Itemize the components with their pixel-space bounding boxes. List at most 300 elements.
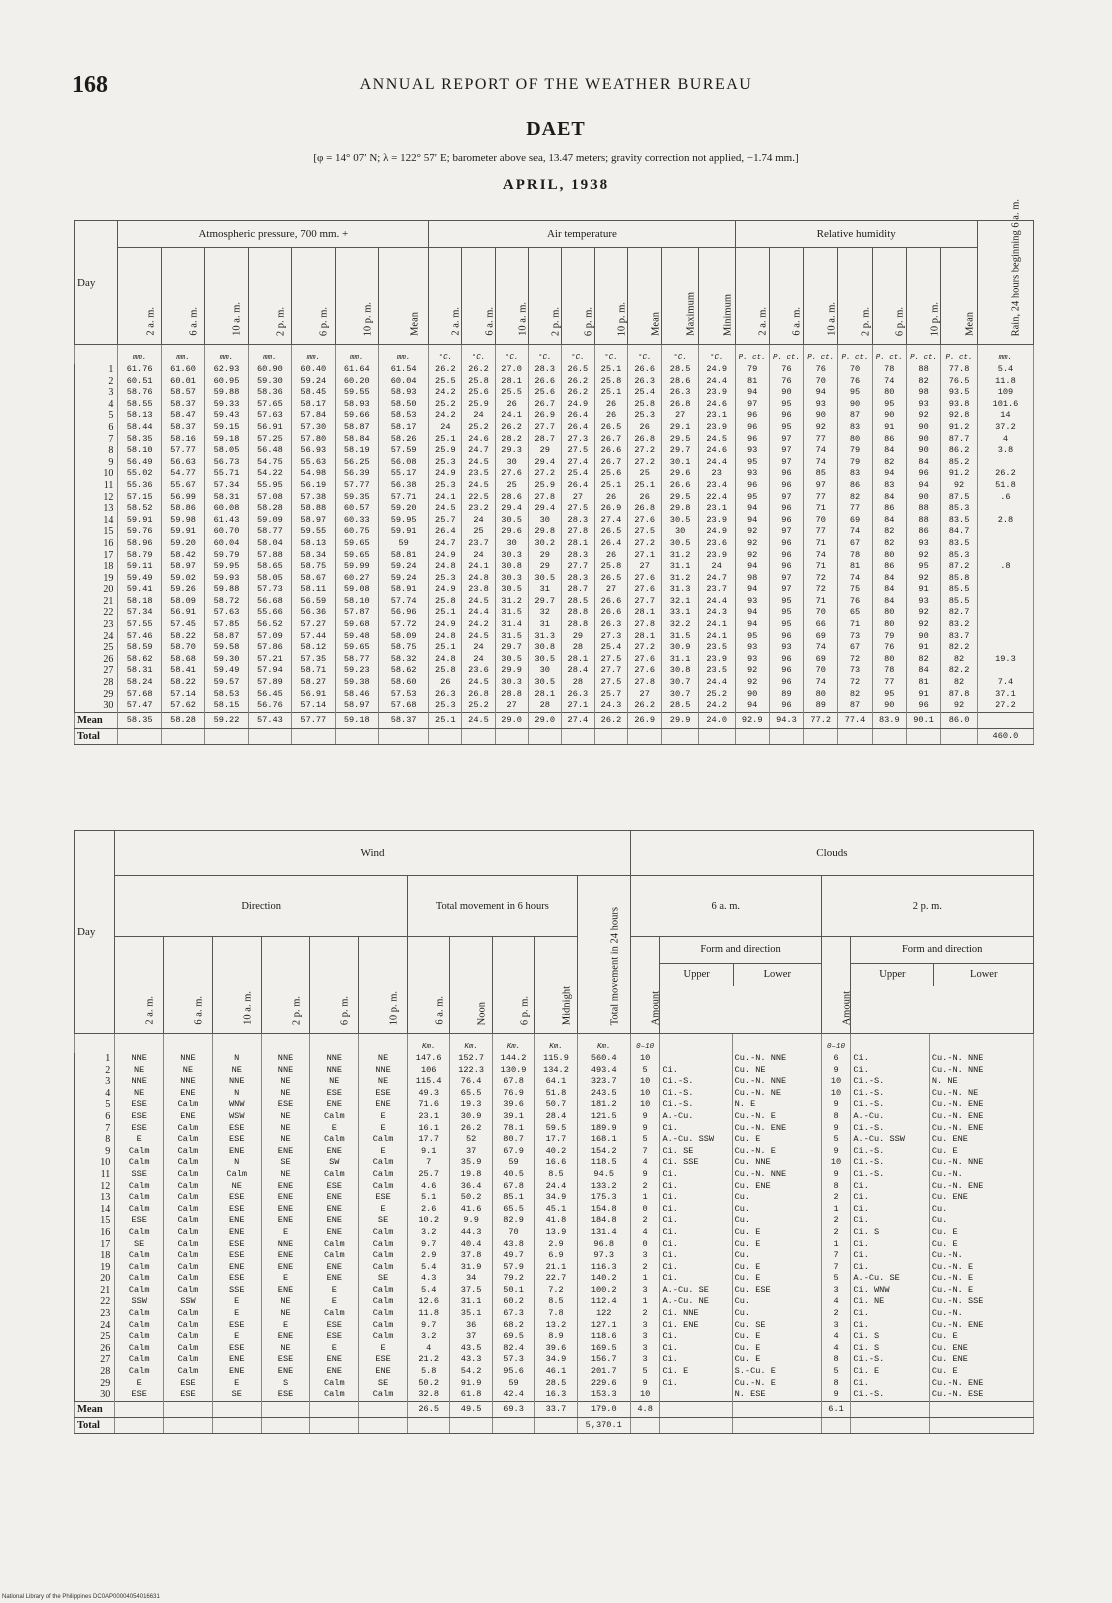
table-cell: 91 <box>906 642 940 654</box>
table-cell: 23.1 <box>698 503 735 515</box>
table-cell: Cu. E <box>732 1262 821 1274</box>
table-cell: ESE <box>115 1111 164 1123</box>
table-cell: Cu. ENE <box>929 1354 1033 1366</box>
direction-hour-header: 6 p. m. <box>310 937 359 1034</box>
table-cell: Cu.-N. E <box>732 1378 821 1390</box>
table-row <box>75 1099 1034 1111</box>
table-cell: 59.26 <box>161 584 204 596</box>
table-cell: 5 <box>630 1134 660 1146</box>
table-cell: 83.5 <box>941 538 978 550</box>
table-cell: 59.08 <box>335 584 378 596</box>
table-cell: 25.4 <box>594 642 627 654</box>
table-cell: 7 <box>821 1250 851 1262</box>
table-cell: 5.4 <box>407 1262 449 1274</box>
day-number: 30 <box>75 700 118 712</box>
table-cell: 69 <box>804 631 838 643</box>
table-cell: 29.8 <box>662 503 699 515</box>
unit-cell <box>660 1034 732 1054</box>
table-cell: 24.3 <box>698 607 735 619</box>
clouds-group-header: Clouds <box>630 831 1033 876</box>
table-cell: 39.6 <box>492 1099 534 1111</box>
table-cell: 96 <box>769 700 803 712</box>
table-cell: 26.6 <box>662 480 699 492</box>
table-cell: 70 <box>804 607 838 619</box>
table-cell: 30.7 <box>662 689 699 701</box>
table-cell: 27.5 <box>561 445 594 457</box>
table-cell: 29 <box>528 445 561 457</box>
table-cell: ESE <box>115 1389 164 1401</box>
table-cell: 10 <box>630 1076 660 1088</box>
table-cell: 37.5 <box>450 1285 492 1297</box>
pressure-group-header: Atmospheric pressure, 700 mm. + <box>118 221 429 248</box>
table-cell: E <box>359 1123 408 1135</box>
table-cell: ESE <box>261 1354 310 1366</box>
table-cell: ESE <box>212 1192 261 1204</box>
table-cell: 25.2 <box>429 399 462 411</box>
table-cell: Cu.-N. ENE <box>929 1181 1033 1193</box>
table-cell: 95 <box>735 457 769 469</box>
station-title: DAET <box>526 118 586 140</box>
mean-empty-cell <box>359 1401 408 1417</box>
table-cell: 24.5 <box>462 596 495 608</box>
table-cell: 82.7 <box>941 607 978 619</box>
table-cell: ESE <box>212 1123 261 1135</box>
total-empty-cell <box>378 728 428 744</box>
table-cell: Ci. <box>660 1250 732 1262</box>
table-cell: 42.4 <box>492 1389 534 1401</box>
table-cell: 59.20 <box>378 503 428 515</box>
mean-cell: 24.0 <box>698 712 735 728</box>
table-cell: Calm <box>359 1157 408 1169</box>
clouds-6am-form-label: Form and direction <box>660 937 820 964</box>
table-cell: 25.2 <box>462 700 495 712</box>
table-cell: 86 <box>872 434 906 446</box>
table-cell: NE <box>261 1169 310 1181</box>
total-empty-cell <box>594 728 627 744</box>
mean-cell: 6.1 <box>821 1401 851 1417</box>
table-cell: ESE <box>310 1088 359 1100</box>
table-cell: ENE <box>359 1099 408 1111</box>
table-cell: 72 <box>804 573 838 585</box>
table-cell: 57.77 <box>335 480 378 492</box>
table-cell: 86 <box>872 561 906 573</box>
table-cell: 95 <box>769 619 803 631</box>
table-cell: 37.2 <box>977 422 1033 434</box>
unit-cell <box>261 1034 310 1054</box>
table-cell: 84.7 <box>941 526 978 538</box>
mean-cell: 59.22 <box>205 712 248 728</box>
table-cell: 9 <box>630 1111 660 1123</box>
table-cell: NNE <box>261 1053 310 1065</box>
table-row <box>75 631 1034 643</box>
table-cell: 93 <box>906 538 940 550</box>
unit-cell: mm. <box>205 345 248 365</box>
table-cell: 91 <box>906 584 940 596</box>
table-cell: 94 <box>735 503 769 515</box>
table-cell: NE <box>261 1088 310 1100</box>
table-cell: 61.8 <box>450 1389 492 1401</box>
table-cell: 27.3 <box>561 434 594 446</box>
table-cell: Ci. <box>660 1065 732 1077</box>
table-cell: 323.7 <box>577 1076 630 1088</box>
table-row <box>75 1273 1034 1285</box>
table-cell: NE <box>261 1308 310 1320</box>
table-cell: 27.3 <box>594 631 627 643</box>
table-cell: 54.98 <box>292 468 335 480</box>
table-cell: 28.1 <box>561 654 594 666</box>
table-cell: 84 <box>872 573 906 585</box>
table-cell: 88 <box>906 364 940 376</box>
table-cell: 57.35 <box>292 654 335 666</box>
table-cell: 43.5 <box>450 1343 492 1355</box>
table-cell: 97 <box>769 573 803 585</box>
table-cell: ENE <box>261 1250 310 1262</box>
mean-row <box>75 712 1034 728</box>
table-cell: 24.4 <box>462 607 495 619</box>
table-cell: 94 <box>906 480 940 492</box>
table-cell: 41.8 <box>535 1215 577 1227</box>
table-cell: 58.17 <box>292 399 335 411</box>
table-cell: 60.70 <box>205 526 248 538</box>
table-cell: NE <box>115 1088 164 1100</box>
table-cell: Cu.-N. NNE <box>929 1065 1033 1077</box>
table-cell: 74 <box>804 677 838 689</box>
table-cell: N <box>212 1053 261 1065</box>
day-number: 24 <box>75 1320 115 1332</box>
table-cell: 27.2 <box>628 457 662 469</box>
table-cell: 24.1 <box>698 631 735 643</box>
table-cell: 24.1 <box>495 410 528 422</box>
table-cell: 58.27 <box>292 677 335 689</box>
table-cell: 25.8 <box>429 596 462 608</box>
table-cell: 29.4 <box>495 503 528 515</box>
mean-cell: 92.9 <box>735 712 769 728</box>
table-cell: 25.2 <box>462 422 495 434</box>
day-header-lower: Day <box>75 831 115 1034</box>
table-cell: E <box>310 1285 359 1297</box>
table-cell: 5 <box>630 1366 660 1378</box>
table-cell: Calm <box>310 1378 359 1390</box>
table-cell: 82 <box>906 654 940 666</box>
table-row <box>75 410 1034 422</box>
table-cell: 91 <box>872 422 906 434</box>
table-cell: 80 <box>872 654 906 666</box>
table-cell: ENE <box>261 1181 310 1193</box>
table-cell: 52 <box>450 1134 492 1146</box>
table-cell: 58.44 <box>118 422 161 434</box>
table-cell: 58.97 <box>335 700 378 712</box>
table-cell: 95 <box>872 399 906 411</box>
day-number: 11 <box>75 480 118 492</box>
table-cell: 26 <box>594 399 627 411</box>
table-cell: 77 <box>838 503 872 515</box>
table-cell: 31.9 <box>450 1262 492 1274</box>
table-cell: 29.7 <box>662 445 699 457</box>
table-cell: 82.2 <box>941 642 978 654</box>
table-cell: 23.5 <box>462 468 495 480</box>
table-cell: Calm <box>359 1227 408 1239</box>
table-cell: 24.3 <box>594 700 627 712</box>
table-row <box>75 468 1034 480</box>
table-cell: 24.7 <box>429 538 462 550</box>
table-cell: Cu.-N. <box>929 1169 1033 1181</box>
total-row <box>75 728 1034 744</box>
table-cell: 59.93 <box>205 573 248 585</box>
archive-footer: National Library of the Philippines DC0AP00004054016631 <box>2 1594 160 1600</box>
table-cell: 58.77 <box>248 526 291 538</box>
table-cell: 72 <box>838 654 872 666</box>
table-cell: 19.3 <box>450 1099 492 1111</box>
table-cell: 25 <box>462 526 495 538</box>
table-cell: ENE <box>310 1146 359 1158</box>
table-cell: 58.57 <box>161 387 204 399</box>
table-cell: 58.67 <box>292 573 335 585</box>
table-cell: 72 <box>804 584 838 596</box>
table-cell: 101.6 <box>977 399 1033 411</box>
table-cell: 23.9 <box>698 422 735 434</box>
table-cell <box>977 642 1033 654</box>
table-row <box>75 1169 1034 1181</box>
table-cell: 61.43 <box>205 515 248 527</box>
table-cell: 40.4 <box>450 1239 492 1251</box>
table-cell: Cu. E <box>732 1354 821 1366</box>
table-cell: 29.7 <box>495 642 528 654</box>
unit-cell <box>359 1034 408 1054</box>
table-cell: ENE <box>212 1215 261 1227</box>
table-cell: 76.4 <box>450 1076 492 1088</box>
table-cell: 60.33 <box>335 515 378 527</box>
table-cell: 17.7 <box>535 1134 577 1146</box>
table-cell: 28.6 <box>662 376 699 388</box>
table-cell: Cu. E <box>929 1331 1033 1343</box>
table-cell: 58.24 <box>118 677 161 689</box>
table-cell: 74 <box>804 457 838 469</box>
table-cell: Ci. <box>660 1354 732 1366</box>
table-cell: Calm <box>115 1262 164 1274</box>
table-cell: 30 <box>528 665 561 677</box>
total-empty-cell <box>359 1417 408 1433</box>
table-cell: 39.6 <box>535 1343 577 1355</box>
mean-empty-cell <box>212 1401 261 1417</box>
table-cell: 25 <box>495 480 528 492</box>
unit-cell: mm. <box>378 345 428 365</box>
table-cell: 82 <box>838 492 872 504</box>
table-cell: 7.2 <box>535 1285 577 1297</box>
table-cell: 26.4 <box>561 422 594 434</box>
table-cell: 58.10 <box>335 596 378 608</box>
table-cell: 13.2 <box>535 1320 577 1332</box>
table-cell: 5 <box>630 1065 660 1077</box>
unit-cell: °C. <box>628 345 662 365</box>
table-cell: 26.2 <box>628 700 662 712</box>
table-cell: 58.19 <box>335 445 378 457</box>
table-cell: 59.41 <box>118 584 161 596</box>
table-cell: 92 <box>906 550 940 562</box>
table-cell: ESE <box>212 1273 261 1285</box>
table-cell: Calm <box>164 1366 213 1378</box>
table-cell: 30.5 <box>528 654 561 666</box>
clouds-2pm-amount-header: Amount <box>821 937 851 1034</box>
table-cell: 29.5 <box>662 434 699 446</box>
mean-empty-cell <box>851 1401 929 1417</box>
table-row <box>75 480 1034 492</box>
table-cell: 168.1 <box>577 1134 630 1146</box>
table-cell <box>660 1389 732 1401</box>
table-cell: 28.8 <box>561 607 594 619</box>
table-cell: 2 <box>821 1215 851 1227</box>
table-cell: 58.15 <box>205 700 248 712</box>
table-cell <box>977 619 1033 631</box>
table-cell: NE <box>310 1076 359 1088</box>
table-cell: Ci.-S. <box>851 1123 929 1135</box>
table-cell: 54.22 <box>248 468 291 480</box>
table-cell: 27 <box>594 584 627 596</box>
mean-cell: 27.4 <box>561 712 594 728</box>
table-cell: 60.90 <box>248 364 291 376</box>
table-cell: 24.1 <box>462 561 495 573</box>
table-cell: E <box>115 1134 164 1146</box>
table-cell: 31.2 <box>662 550 699 562</box>
table-cell: 24.4 <box>698 596 735 608</box>
table-cell: A.-Cu. SE <box>851 1273 929 1285</box>
table-cell: 229.6 <box>577 1378 630 1390</box>
table-cell: 50.2 <box>407 1378 449 1390</box>
table-cell: 85.2 <box>941 457 978 469</box>
day-number: 15 <box>75 526 118 538</box>
table-cell: 56.59 <box>292 596 335 608</box>
direction-header: Direction <box>115 876 408 937</box>
table-cell: 27.8 <box>628 677 662 689</box>
table-cell: 4 <box>977 434 1033 446</box>
table-cell: 67 <box>838 642 872 654</box>
table-cell: 27.2 <box>977 700 1033 712</box>
table-cell: 26 <box>594 492 627 504</box>
table-cell: 23.1 <box>407 1111 449 1123</box>
humidity-hour-header: 6 a. m. <box>769 248 803 345</box>
table-cell: 25.1 <box>594 387 627 399</box>
table-cell: 71 <box>838 619 872 631</box>
table-cell <box>977 596 1033 608</box>
table-row <box>75 445 1034 457</box>
day-number: 4 <box>75 399 118 411</box>
table-cell: 27.8 <box>628 619 662 631</box>
table-cell: ENE <box>310 1262 359 1274</box>
table-cell: 24.5 <box>698 434 735 446</box>
table-cell: 24.2 <box>698 700 735 712</box>
table-cell: Cu.-N. <box>929 1250 1033 1262</box>
table-cell: 59.99 <box>335 561 378 573</box>
unit-cell: °C. <box>429 345 462 365</box>
table-cell: 122.3 <box>450 1065 492 1077</box>
day-number: 23 <box>75 1308 115 1320</box>
table-cell: 25.6 <box>528 387 561 399</box>
table-cell: 25.3 <box>429 573 462 585</box>
table-cell: 9 <box>821 1146 851 1158</box>
table-cell: ENE <box>212 1366 261 1378</box>
total-empty-cell <box>630 1417 660 1433</box>
day-number: 20 <box>75 584 118 596</box>
units-row-lower <box>75 1034 1034 1054</box>
table-cell: 28.5 <box>662 700 699 712</box>
table-cell: 73 <box>838 665 872 677</box>
table-cell: SE <box>115 1239 164 1251</box>
page-number: 168 <box>72 72 108 98</box>
table-cell: 25.6 <box>594 468 627 480</box>
table-cell: 27.7 <box>528 422 561 434</box>
table-cell: 54.77 <box>161 468 204 480</box>
table-cell: 100.2 <box>577 1285 630 1297</box>
table-cell: 35.9 <box>450 1157 492 1169</box>
table-cell: 79 <box>838 457 872 469</box>
table-cell: SSE <box>212 1285 261 1297</box>
table-cell: 26.5 <box>594 526 627 538</box>
table-cell: Ci. NE <box>851 1296 929 1308</box>
table-cell: ENE <box>310 1204 359 1216</box>
unit-cell <box>212 1034 261 1054</box>
table-cell: Calm <box>164 1262 213 1274</box>
table-cell: Ci.-S. <box>851 1389 929 1401</box>
table-cell: 26.8 <box>628 434 662 446</box>
table-cell: Cu.-N. E <box>929 1273 1033 1285</box>
table-cell: NE <box>261 1076 310 1088</box>
table-cell: 10 <box>821 1157 851 1169</box>
table-cell: 58.53 <box>378 410 428 422</box>
day-number: 8 <box>75 1134 115 1146</box>
table-cell: 30.1 <box>662 457 699 469</box>
table-cell: 28.8 <box>495 689 528 701</box>
table-cell: 57.9 <box>492 1262 534 1274</box>
table-cell: 24.1 <box>698 619 735 631</box>
table-cell: 59.24 <box>378 561 428 573</box>
table-cell: 59.79 <box>205 550 248 562</box>
day-number: 18 <box>75 1250 115 1262</box>
table-cell: 96 <box>769 538 803 550</box>
table-cell: 80 <box>872 550 906 562</box>
table-cell: 22.5 <box>462 492 495 504</box>
table-cell: 76 <box>872 642 906 654</box>
table-cell: 32.8 <box>407 1389 449 1401</box>
table-cell: 5 <box>821 1366 851 1378</box>
table-cell: 74 <box>804 550 838 562</box>
table-cell: 30.5 <box>662 538 699 550</box>
table-cell: NE <box>359 1053 408 1065</box>
table-row <box>75 387 1034 399</box>
table-cell: 57.53 <box>378 689 428 701</box>
table-cell: 80 <box>804 689 838 701</box>
day-number: 21 <box>75 596 118 608</box>
table-cell: S.-Cu. E <box>732 1366 821 1378</box>
table-cell: 77 <box>804 492 838 504</box>
table-row <box>75 364 1034 376</box>
table-cell: Ci. S <box>851 1331 929 1343</box>
table-cell: Cu.-N. ENE <box>732 1123 821 1135</box>
table-cell: 57.47 <box>118 700 161 712</box>
total-empty-cell <box>462 728 495 744</box>
clouds-2pm-header: 2 p. m. <box>821 876 1033 937</box>
table-cell: 1 <box>630 1192 660 1204</box>
table-cell: 25.9 <box>429 445 462 457</box>
day-number: 18 <box>75 561 118 573</box>
table-cell: 59.48 <box>335 631 378 643</box>
table-cell: 96 <box>769 480 803 492</box>
table-cell: 57.71 <box>378 492 428 504</box>
table-cell: 94 <box>735 700 769 712</box>
table-cell: 26.8 <box>462 689 495 701</box>
table-row <box>75 1146 1034 1158</box>
table-cell: 2.8 <box>977 515 1033 527</box>
table-cell: NE <box>164 1065 213 1077</box>
unit-cell: P. ct. <box>838 345 872 365</box>
